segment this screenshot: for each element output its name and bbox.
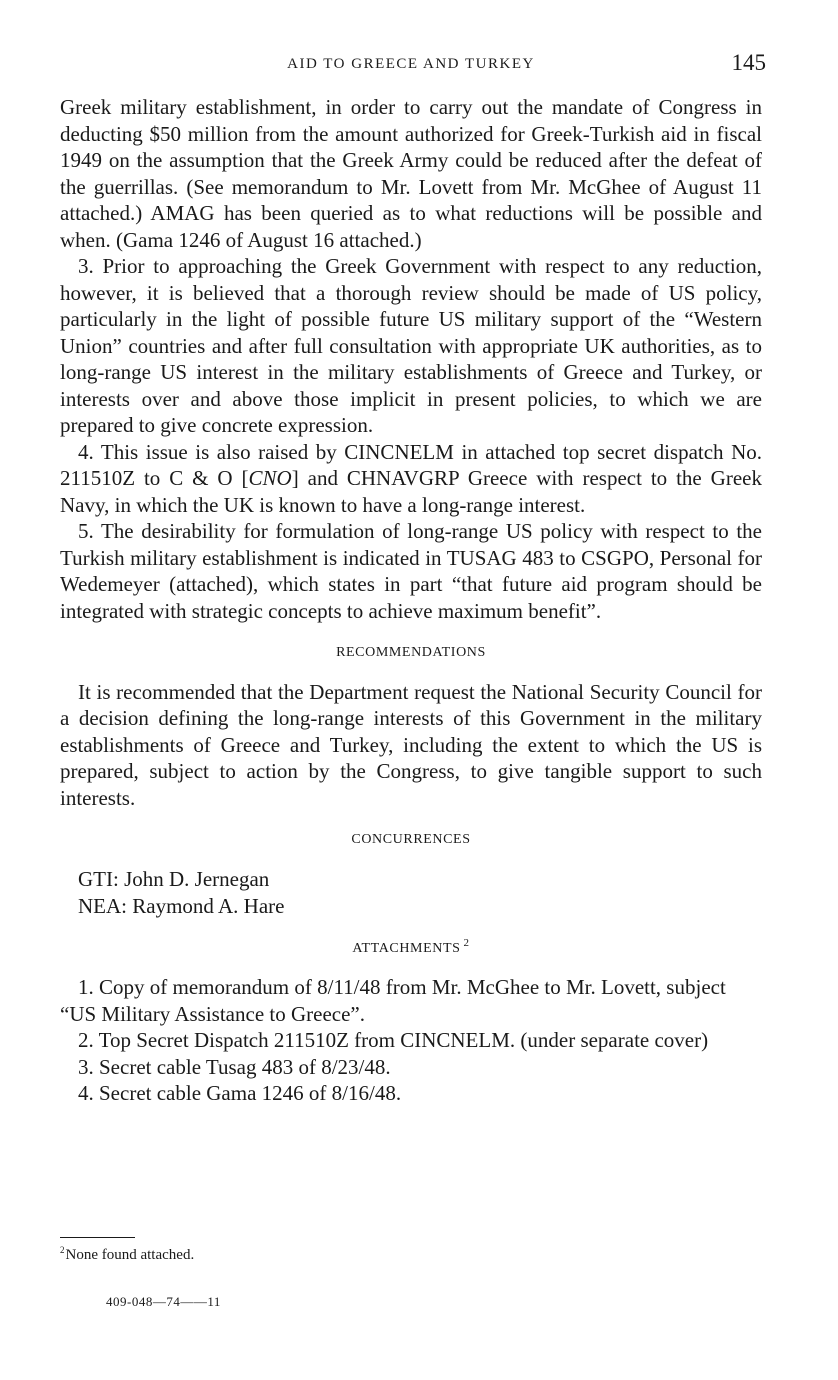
attachment-item-3: 3. Secret cable Tusag 483 of 8/23/48. [78, 1054, 391, 1079]
concurrence-gti: GTI: John D. Jernegan [78, 866, 270, 891]
paragraph-4-part-1: 4. This issue is also raised by CINCNELM in attached top secret dispatch No. 211510Z to C & O [ [60, 439, 762, 490]
recommendations-text: It is recommended that the Department request the National Security Council for a decision defining the long-range interests of this Government in the military establishments of Greece and Turkey, including the extent to which the US is prepared, subject to action by the Congress, to give tangible support to such interests. [60, 679, 762, 810]
attachment-item-1: 1. Copy of memorandum of 8/11/48 from Mr. McGhee to Mr. Lovett, subject “US Military Assistance to Greece”. [60, 975, 726, 1026]
concurrences-list [78, 866, 762, 920]
attachment-item-2: 2. Top Secret Dispatch 211510Z from CINCNELM. (under separate cover) [78, 1028, 709, 1052]
attachment-item-4: 4. Secret cable Gama 1246 of 8/16/48. [78, 1081, 402, 1105]
paragraph-continuation: Greek military establishment, in order to carry out the mandate of Congress in deducting $50 million from the amount authorized for Greek-Turkish aid in fiscal 1949 on the assumption that the Greek Army could be reduced after the defeat of the guerrillas. (See memorandum to Mr. Lovett from Mr. McGhee of August 11 attached.) AMAG has been queried as to what reductions will be possible and when. (Gama 1246 of August 16 attached.) [60, 95, 762, 252]
running-title: AID TO GREECE AND TURKEY [287, 56, 535, 72]
paragraph-4-part-2: ] and CHNAVGRP Greece with respect to the Greek Navy, in which the UK is known to have a long-range interest. [60, 466, 762, 517]
footnote-text: None found attached. [65, 1247, 195, 1263]
concurrence-nea: NEA: Raymond A. Hare [78, 893, 285, 918]
paragraph-3: 3. Prior to approaching the Greek Government with respect to any reduction, however, it is believed that a thorough review should be made of US policy, particularly in the light of possible future US military support of the “Western Union” countries and after full consultation with appropriate UK authorities, as to long-range US interest in the military establishments of Greece and Turkey, or interests over and above those implicit in present policies, to which we are prepared to give concrete expression. [60, 254, 762, 437]
body-text [60, 94, 762, 1107]
recommendations-heading: RECOMMENDATIONS [336, 645, 486, 660]
footnote [60, 1245, 460, 1265]
paragraph-4-italic: CNO [248, 466, 292, 490]
attachments-heading-block [60, 936, 762, 963]
paragraph-5: 5. The desirability for formulation of long-range US policy with respect to the Turkish military establishment is indicated in TUSAG 483 to CSGPO, Personal for Wedemeyer (attached), which states in part “that future aid program should be integrated with strategic concepts to achieve maximum benefit”. [60, 519, 762, 623]
attachments-footnote-marker: 2 [463, 936, 470, 949]
attachments-heading: ATTACHMENTS [352, 940, 461, 956]
footnote-rule [60, 1237, 135, 1238]
paragraph-4 [60, 439, 762, 519]
print-code: 409-048—74——11 [106, 1294, 221, 1309]
running-head [56, 52, 766, 82]
page-number: 145 [731, 50, 766, 75]
concurrences-heading: CONCURRENCES [351, 832, 471, 847]
footnote-marker: 2 [60, 1245, 65, 1255]
